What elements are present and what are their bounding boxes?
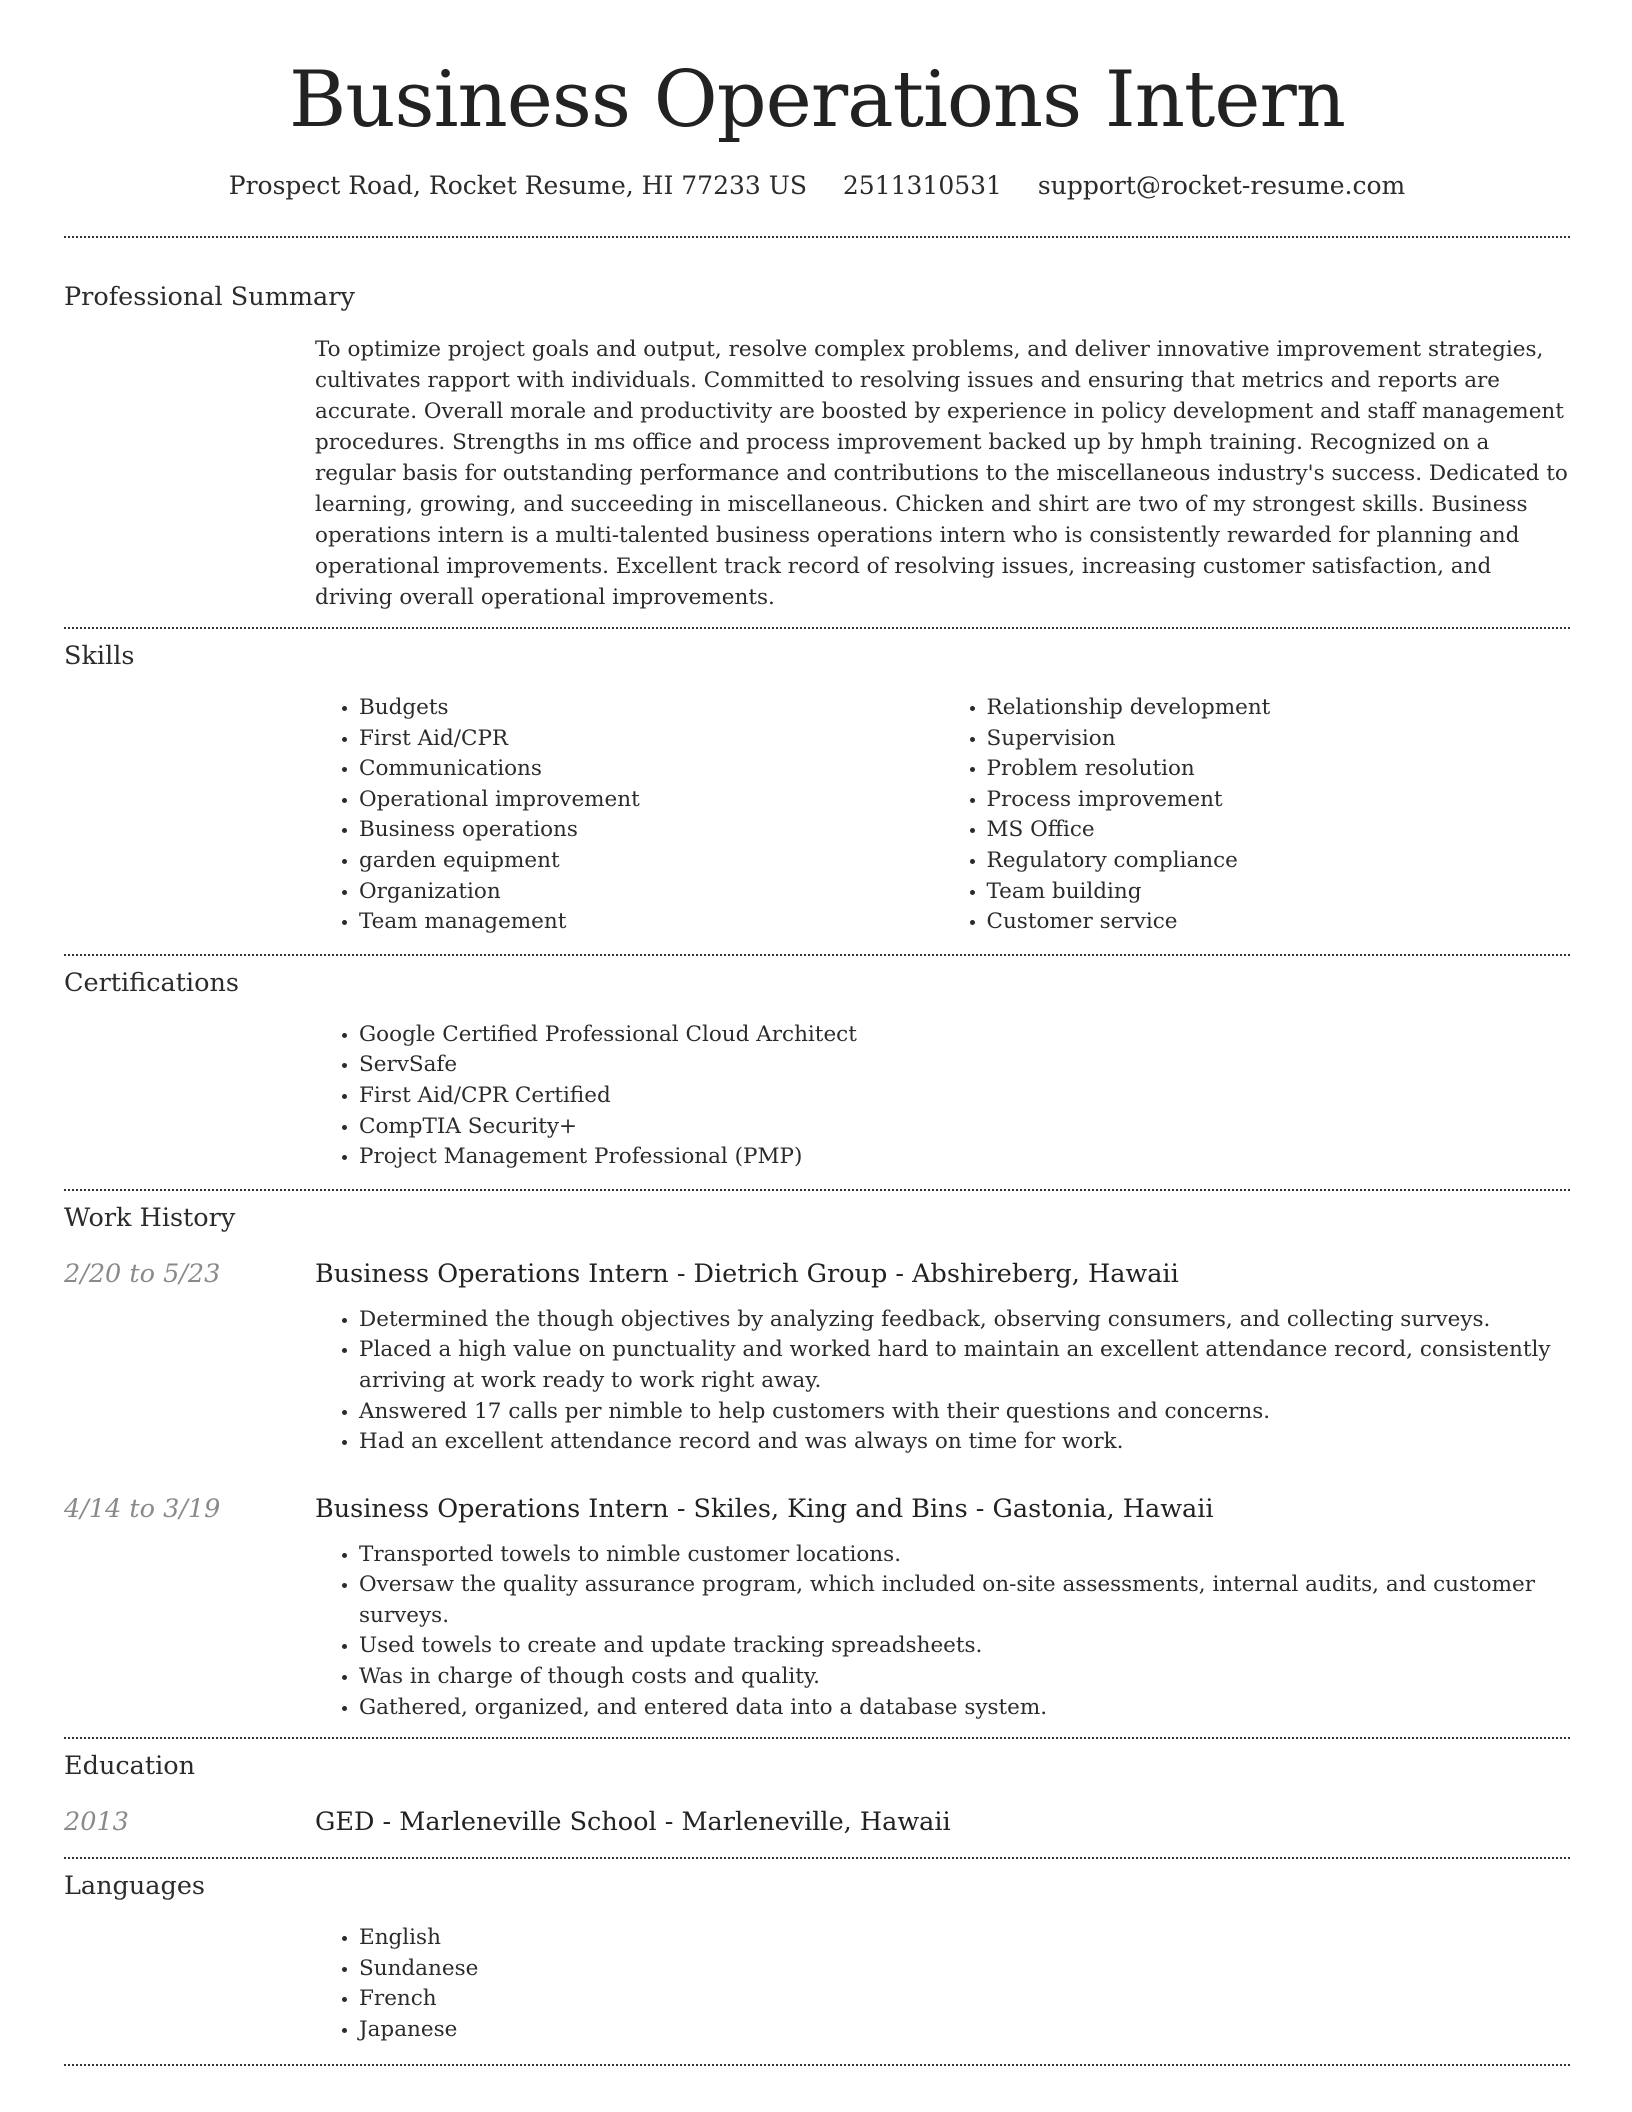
job-bullets bbox=[315, 1540, 1570, 1724]
list-item: • French bbox=[359, 1984, 1570, 2015]
contact-email: support@rocket-resume.com bbox=[1037, 171, 1406, 200]
list-item: • Answered 17 calls per nimble to help customers with their questions and concerns. bbox=[359, 1397, 1570, 1428]
skills-columns bbox=[315, 693, 1570, 938]
list-item: • Supervision bbox=[987, 724, 1571, 755]
list-item: • Customer service bbox=[987, 907, 1571, 938]
list-item: • Regulatory compliance bbox=[987, 846, 1571, 877]
job-title: Business Operations Intern - Skiles, King and Bins - Gastonia, Hawaii bbox=[315, 1493, 1214, 1524]
summary-heading: Professional Summary bbox=[64, 282, 355, 312]
job-dates: 4/14 to 3/19 bbox=[64, 1493, 221, 1524]
list-item: • Used towels to create and update tracking spreadsheets. bbox=[359, 1631, 1570, 1662]
contact-line bbox=[64, 170, 1570, 202]
education-entry bbox=[64, 1805, 1570, 1839]
contact-address: Prospect Road, Rocket Resume, HI 77233 US bbox=[228, 171, 807, 200]
list-item: • Oversaw the quality assurance program, which included on-site assessments, internal audits, and customer surveys. bbox=[359, 1570, 1570, 1631]
job-bullets bbox=[315, 1305, 1570, 1458]
languages-section bbox=[64, 1859, 1570, 2045]
list-item: • MS Office bbox=[987, 815, 1571, 846]
work-history-heading: Work History bbox=[64, 1202, 236, 1233]
list-item: • ServSafe bbox=[359, 1050, 1570, 1081]
list-item: • CompTIA Security+ bbox=[359, 1112, 1570, 1143]
list-item: • Had an excellent attendance record and was always on time for work. bbox=[359, 1427, 1570, 1458]
list-item: • Japanese bbox=[359, 2015, 1570, 2046]
section-divider bbox=[64, 2064, 1570, 2066]
resume-header bbox=[64, 0, 1570, 202]
skills-section bbox=[64, 629, 1570, 938]
job-title: Business Operations Intern - Dietrich Group - Abshireberg, Hawaii bbox=[315, 1258, 1179, 1289]
languages-list bbox=[315, 1923, 1570, 2045]
list-item: • First Aid/CPR Certified bbox=[359, 1081, 1570, 1112]
list-item: • Placed a high value on punctuality and worked hard to maintain an excellent attendance record, consistently arriving at work ready to work right away. bbox=[359, 1335, 1570, 1396]
list-item: • garden equipment bbox=[359, 846, 943, 877]
list-item: • English bbox=[359, 1923, 1570, 1954]
certifications-heading: Certifications bbox=[64, 967, 239, 998]
list-item: • Relationship development bbox=[987, 693, 1571, 724]
list-item: • Budgets bbox=[359, 693, 943, 724]
summary-text: To optimize project goals and output, resolve complex problems, and deliver innovative improvement strategies, cultivates rapport with individuals. Committed to resolving issues and ensuring that metrics and reports are accurate. Overall morale and productivity are boosted by experience in policy development and staff management procedures. Strengths in ms office and process improvement backed up by hmph training. Recognized on a regular basis for outstanding performance and contributions to the miscellaneous industry's success. Dedicated to learning, growing, and succeeding in miscellaneous. Chicken and shirt are two of my strongest skills. Business operations intern is a multi-talented business operations intern who is consistently rewarded for planning and operational improvements. Excellent track record of resolving issues, increasing customer satisfaction, and driving overall operational improvements. bbox=[315, 337, 1568, 610]
list-item: • First Aid/CPR bbox=[359, 724, 943, 755]
list-item: • Gathered, organized, and entered data into a database system. bbox=[359, 1693, 1570, 1724]
education-section bbox=[64, 1739, 1570, 1839]
skills-list-right bbox=[943, 693, 1571, 938]
certifications-section bbox=[64, 956, 1570, 1173]
list-item: • Process improvement bbox=[987, 785, 1571, 816]
resume-page bbox=[64, 0, 1570, 2066]
list-item: • Project Management Professional (PMP) bbox=[359, 1142, 1570, 1173]
list-item: • Sundanese bbox=[359, 1954, 1570, 1985]
list-item: • Transported towels to nimble customer locations. bbox=[359, 1540, 1570, 1571]
languages-heading: Languages bbox=[64, 1871, 206, 1902]
list-item: • Determined the though objectives by analyzing feedback, observing consumers, and collecting surveys. bbox=[359, 1305, 1570, 1336]
list-item: • Google Certified Professional Cloud Architect bbox=[359, 1020, 1570, 1051]
education-title: GED - Marleneville School - Marleneville, Hawaii bbox=[315, 1807, 951, 1838]
list-item: • Organization bbox=[359, 877, 943, 908]
list-item: • Operational improvement bbox=[359, 785, 943, 816]
summary-section bbox=[64, 238, 1570, 613]
list-item: • Problem resolution bbox=[987, 754, 1571, 785]
list-item: • Was in charge of though costs and quality. bbox=[359, 1662, 1570, 1693]
list-item: • Business operations bbox=[359, 815, 943, 846]
skills-heading: Skills bbox=[64, 641, 135, 671]
certifications-list bbox=[315, 1020, 1570, 1173]
candidate-name: Business Operations Intern bbox=[289, 55, 1345, 145]
education-heading: Education bbox=[64, 1751, 196, 1782]
education-year: 2013 bbox=[64, 1807, 129, 1838]
job-dates: 2/20 to 5/23 bbox=[64, 1258, 221, 1289]
job-entry bbox=[64, 1257, 1570, 1291]
skills-list-left bbox=[315, 693, 943, 938]
work-history-section bbox=[64, 1191, 1570, 1724]
list-item: • Team management bbox=[359, 907, 943, 938]
job-entry bbox=[64, 1492, 1570, 1526]
contact-phone: 2511310531 bbox=[842, 171, 1002, 200]
list-item: • Team building bbox=[987, 877, 1571, 908]
list-item: • Communications bbox=[359, 754, 943, 785]
